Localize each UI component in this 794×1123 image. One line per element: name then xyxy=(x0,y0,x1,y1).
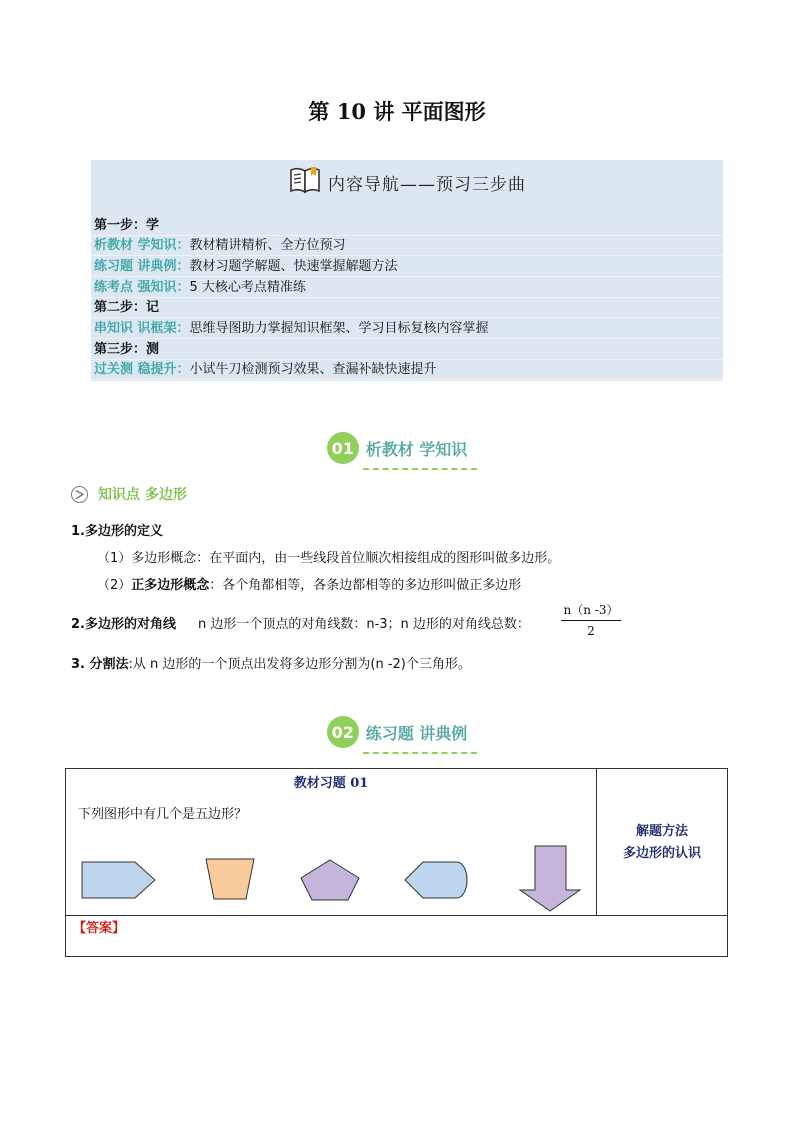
knowledge-point-heading xyxy=(71,484,187,504)
section-underline xyxy=(363,468,478,470)
nav-row: 练习题 讲典例：教材习题学解题、快速掌握解题方法 xyxy=(91,257,723,277)
nav-row: 串知识 识框架：思维导图助力掌握知识框架、学习目标复核内容掌握 xyxy=(91,319,723,339)
section-underline xyxy=(363,752,478,754)
table-divider-horizontal xyxy=(66,915,727,916)
exercise-question: 下列图形中有几个是五边形？ xyxy=(78,807,248,822)
regular-pentagon-shape xyxy=(301,860,359,900)
definition-heading: 1.多边形的定义 xyxy=(71,524,163,539)
trapezoid-shape xyxy=(206,859,254,899)
nav-row: 第三步：测 xyxy=(91,340,723,360)
nav-header xyxy=(91,164,723,200)
exercise-title: 教材习题 01 xyxy=(293,776,369,791)
section-label: 练习题 讲典例 xyxy=(365,723,468,743)
diagonal-paragraph: 2.多边形的对角线 n 边形一个顶点的对角线数：n-3；n 边形的对角线总数： xyxy=(71,617,530,632)
section-label: 析教材 学知识 xyxy=(365,439,468,459)
content-navigation xyxy=(91,160,723,381)
nav-row: 过关测 稳提升：小试牛刀检测预习效果、查漏补缺快速提升 xyxy=(91,360,723,380)
nav-header-text: 内容导航——预习三步曲 xyxy=(328,174,526,195)
section-number-badge: 01 xyxy=(327,432,359,464)
exercise-table xyxy=(65,768,728,957)
knowledge-point-label: 知识点 多边形 xyxy=(98,487,187,503)
play-circle-icon xyxy=(71,486,88,503)
nav-row: 第二步：记 xyxy=(91,298,723,318)
definition-line-2: （2）正多边形概念：各个角都相等，各条边都相等的多边形叫做正多边形 xyxy=(97,578,522,593)
nav-row: 练考点 强知识：5 大核心考点精准练 xyxy=(91,278,723,298)
section-heading-2 xyxy=(0,716,794,752)
down-arrow-shape xyxy=(520,846,580,911)
division-paragraph: 3. 分割法:从 n 边形的一个顶点出发将多边形分割为(n -2)个三角形。 xyxy=(71,657,471,672)
section-number-badge: 02 xyxy=(327,716,359,748)
formula-denominator: 2 xyxy=(587,624,595,638)
solution-method xyxy=(597,821,727,865)
nav-row: 第一步：学 xyxy=(91,216,723,236)
diagonal-formula xyxy=(561,601,621,638)
definition-line-1: （1）多边形概念：在平面内，由一些线段首位顺次相接组成的图形叫做多边形。 xyxy=(97,551,561,566)
answer-label: 【答案】 xyxy=(73,921,126,936)
formula-numerator: n（n -3） xyxy=(561,601,621,621)
method-title: 解题方法 xyxy=(635,824,688,839)
method-text: 多边形的认识 xyxy=(622,846,701,861)
page-title: 第 10 讲 平面图形 xyxy=(308,99,486,124)
pentagon-arrow-shape xyxy=(82,862,155,898)
shapes-figure xyxy=(66,829,596,915)
section-heading-1 xyxy=(0,432,794,468)
nav-row: 析教材 学知识：教材精讲精析、全方位预习 xyxy=(91,236,723,256)
display-shape xyxy=(405,862,467,898)
book-icon xyxy=(288,164,322,200)
